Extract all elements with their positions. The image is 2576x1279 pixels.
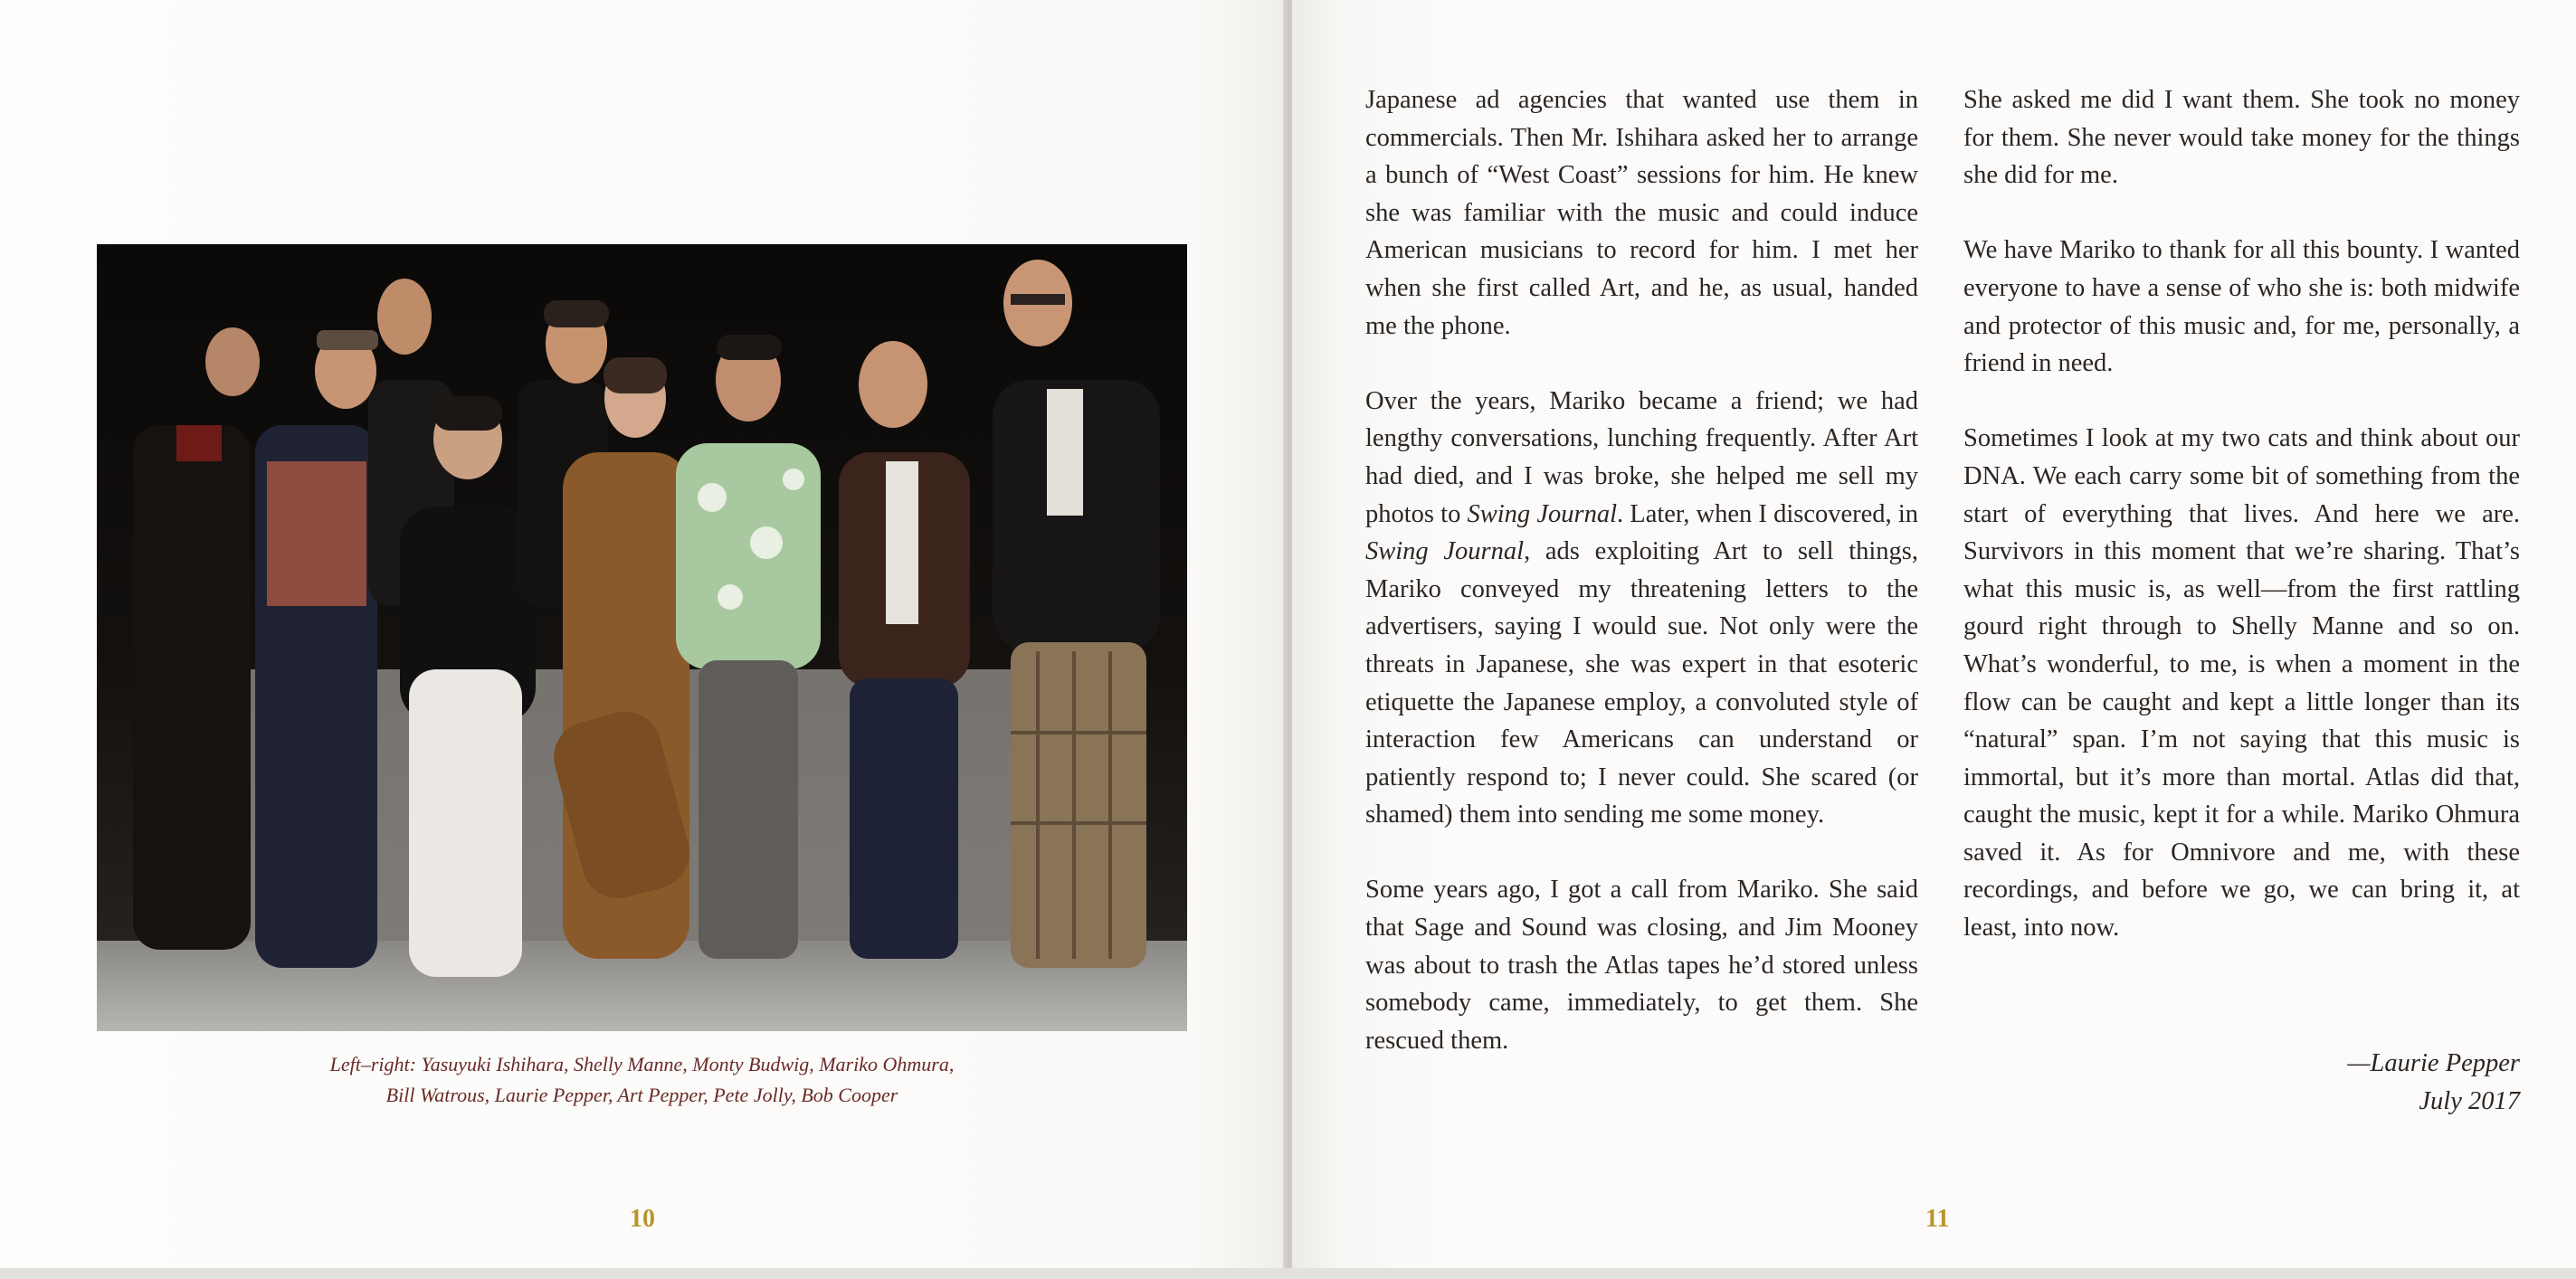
paragraph-text: , ads exploiting Art to sell things, Mariko conveyed my threatening letters to the advertisers, saying I would sue. Not only were the threats in Japanese, she was expert in that esoteric etiquette the Japanese employ, a convoluted style of interaction few Americans can understand or patiently respond to; I never could. She scared (or shamed) them into sending me some money.: [1365, 537, 1919, 829]
paragraph: Japanese ad agencies that wanted use them in commercials. Then Mr. Ishihara asked her to arrange a bunch of “West Coast” sessions for him. He knew she was familiar with the music and could induce American musicians to record for him. I met her when she first called Art, and he, as usual, handed me the phone.: [1365, 86, 1918, 340]
paragraph: Sometimes I look at my two cats and think about our DNA. We each carry some bit of something from the start of everything that lives. And here we are. Survivors in this moment that we’re sharing. That’s what this music is, as well—from the first rattling gourd right through to Shelly Manne and so on. What’s wonderful, to me, is when a moment in the flow can be caught and kept a little longer than its “natural” span. I’m not saying that this music is immortal, but it’s more than mortal. Atlas did that, caught the music, kept it for a while. Mariko Ohmura saved it. As for Omnivore and me, with these recordings, and before we go, we can bring it, at least, into now.: [1963, 424, 2520, 943]
photo-caption-line: Left–right: Yasuyuki Ishihara, Shelly Manne, Monty Budwig, Mariko Ohmura,: [329, 1053, 955, 1075]
page-bottom-edge: [0, 1268, 2576, 1279]
text-column-1: [1365, 81, 1918, 1059]
signoff-date: July 2017: [2419, 1087, 2520, 1115]
signoff-name: —Laurie Pepper: [2347, 1049, 2520, 1077]
group-photo-illustration: [97, 244, 1187, 1031]
publication-title: Swing Journal: [1365, 537, 1525, 566]
paragraph-text: Over the years, Mariko became a friend; we had lengthy conversations, lunching frequently. After Art had died, and I was broke, she helped me sell my photos to: [1365, 386, 1918, 528]
paragraph: [1365, 383, 1918, 834]
photo-caption-line: Bill Watrous, Laurie Pepper, Art Pepper, Pete Jolly, Bob Cooper: [385, 1084, 898, 1106]
publication-title: Swing Journal: [1467, 499, 1617, 528]
photo-caption: [97, 1049, 1187, 1111]
paragraph: We have Mariko to thank for all this bounty. I wanted everyone to have a sense of who she is: both midwife and protector of this music and, for me, personally, a friend in need.: [1963, 236, 2520, 378]
page-number: 10: [630, 1205, 655, 1233]
signoff: [1963, 1045, 2520, 1121]
left-page: [0, 0, 1287, 1268]
paragraph-text: . Later, when I discovered, in: [1617, 499, 1918, 528]
paragraph: She asked me did I want them. She took no money for them. She never would take money for the things she did for me.: [1963, 86, 2520, 190]
text-column-2: [1963, 81, 2520, 947]
page-number: 11: [1925, 1205, 1950, 1233]
group-photo: [97, 244, 1187, 1031]
paragraph: Some years ago, I got a call from Mariko. She said that Sage and Sound was closing, and Jim Mooney was about to trash the Atlas tapes he’d stored unless somebody came, immediately, to get them. She rescued them.: [1365, 876, 1918, 1055]
